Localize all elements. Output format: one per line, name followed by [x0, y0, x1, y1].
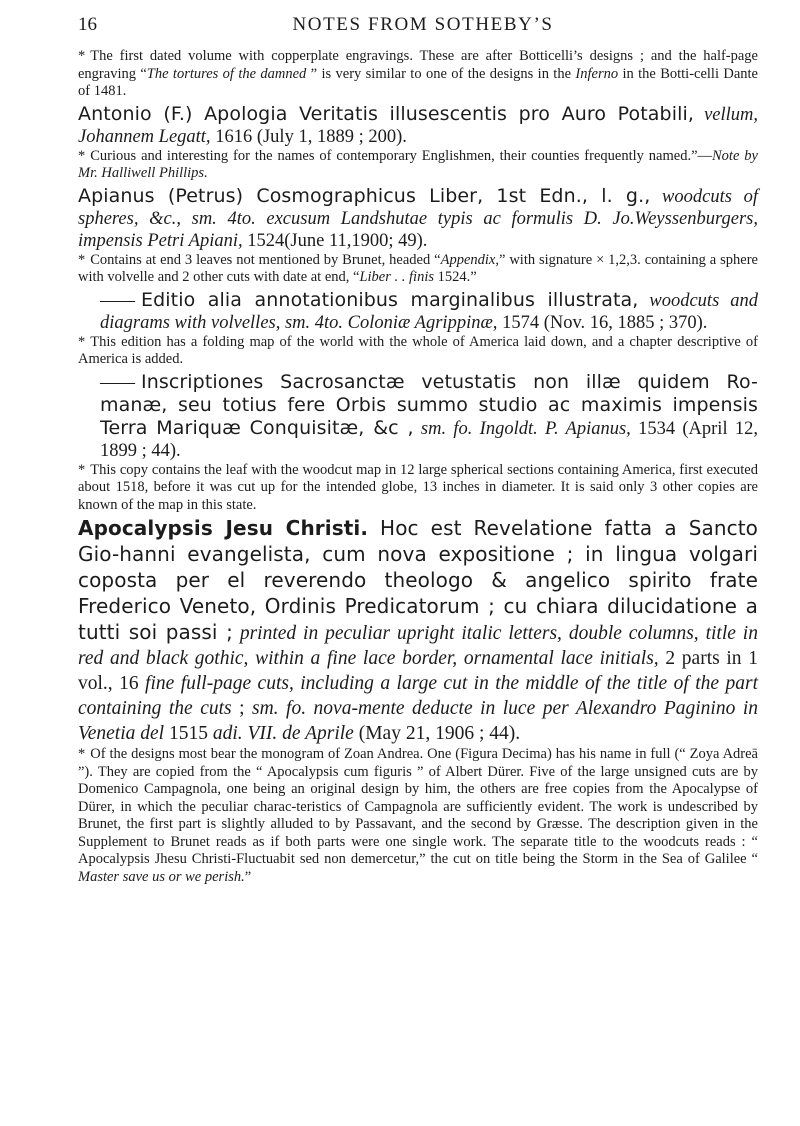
intro-note: * The first dated volume with copperplate engravings. These are after Botticelli’s designs ; and the half-page engraving “The tortures of the damned ” is very similar to one of the designs in the Inferno in the Botti-celli Dante of 1481. [78, 48, 758, 99]
entry-apianus-1524: Apianus (Petrus) Cosmographicus Liber, 1st Edn., l. g., woodcuts of spheres, &c., sm. 4to. excusum Landshutae typis ac formulis D. Jo.Weyssenburgers, impensis Petri Apiani, 1524(June 11,1900; 49). [78, 184, 758, 251]
running-head [78, 14, 758, 48]
entry-heading: Apocalypsis Jesu Christi. [78, 516, 369, 540]
entry-note: * Contains at end 3 leaves not mentioned by Brunet, headed “Appendix,” with signature × 1,2,3. containing a sphere with volvelle and 2 other cuts with date at end, “Liber . . finis 1524.” [78, 251, 758, 285]
entry-heading: Apianus (Petrus) Cosmographicus Liber, 1st Edn., l. g., [78, 184, 651, 207]
entry-note: * This edition has a folding map of the world with the whole of America laid down, and a chapter descriptive of America is added. [78, 333, 758, 367]
entry-note: * This copy contains the leaf with the woodcut map in 12 large spherical sections containing America, first executed about 1518, before it was cut up for the intended globe, 13 inches in diameter. It is said only 3 other copies are known of the map in this state. [78, 461, 758, 513]
entry-heading: Antonio (F.) Apologia Veritatis illusescentis pro Auro Potabili, [78, 102, 694, 125]
ditto-dash: —— [100, 290, 133, 311]
page-heading: NOTES FROM SOTHEBY’S [292, 14, 554, 35]
entry-apianus-1534: —— Inscriptiones Sacrosanctæ vetustatis non illæ quidem Ro-manæ, seu totius fere Orbis summo studio ac maximis impensis Terra Mariquæ Conquisitæ, &c , sm. fo. Ingoldt. P. Apianus, 1534 (April 12, 1899 ; 44). [100, 370, 758, 461]
entry-note: * Of the designs most bear the monogram of Zoan Andrea. One (Figura Decima) has his name in full (“ Zoya Adreā ”). They are copied from the “ Apocalypsis cum figuris ” of Albert Dürer. Five of the large unsigned cuts are by Domenico Campagnola, one being an original design by him, the others are free copies from the Apocalypse of Dürer, in which the peculiar charac-teristics of Campagnola are sufficiently evident. The work is undescribed by Brunet, the first part is slightly alluded to by Passavant, and the second by Græsse. The description given in the Supplement to Brunet reads as if both parts were one single work. The separate title to the woodcuts reads : “ Apocalypsis Jhesu Christi-Fluctuabit sed non demercetur,” the cut on title being the Storm in the Sea of Galilee “ Master save us or we perish.” [78, 746, 758, 885]
entry-apocalypsis: Apocalypsis Jesu Christi. Hoc est Revelatione fatta a Sancto Gio-hanni evangelista, cum nova expositione ; in lingua volgari coposta per el reverendo theologo & angelico spirito frate Frederico Veneto, Ordinis Predicatorum ; cu chiara dilucidatione a tutti soi passi ; printed in peculiar upright italic letters, double columns, title in red and black gothic, within a fine lace border, ornamental lace initials, 2 parts in 1 vol., 16 fine full-page cuts, including a large cut in the middle of the title of the part containing the cuts ; sm. fo. nova-mente deducte in luce per Alexandro Paginino in Venetia del 1515 adi. VII. de Aprile (May 21, 1906 ; 44). [78, 516, 758, 744]
entry-antonio: Antonio (F.) Apologia Veritatis illusescentis pro Auro Potabili, vellum, Johannem Legatt, 1616 (July 1, 1889 ; 200). [78, 102, 758, 147]
entry-heading: Inscriptiones Sacrosanctæ vetustatis non illæ quidem Ro-manæ, seu totius fere Orbis summo studio ac maximis impensis Terra Mariquæ Conquisitæ, &c , [100, 370, 758, 439]
ditto-dash: —— [100, 372, 133, 393]
entry-heading: Editio alia annotationibus marginalibus illustrata, [141, 288, 639, 311]
entry-apianus-1574: —— Editio alia annotationibus marginalibus illustrata, woodcuts and diagrams with volvelles, sm. 4to. Coloniæ Agrippinæ, 1574 (Nov. 16, 1885 ; 370). [100, 288, 758, 333]
note-asterisk: * [78, 48, 86, 64]
page-number: 16 [78, 14, 97, 35]
entry-note: * Curious and interesting for the names of contemporary Englishmen, their counties frequently named.”—Note by Mr. Halliwell Phillips. [78, 147, 758, 181]
